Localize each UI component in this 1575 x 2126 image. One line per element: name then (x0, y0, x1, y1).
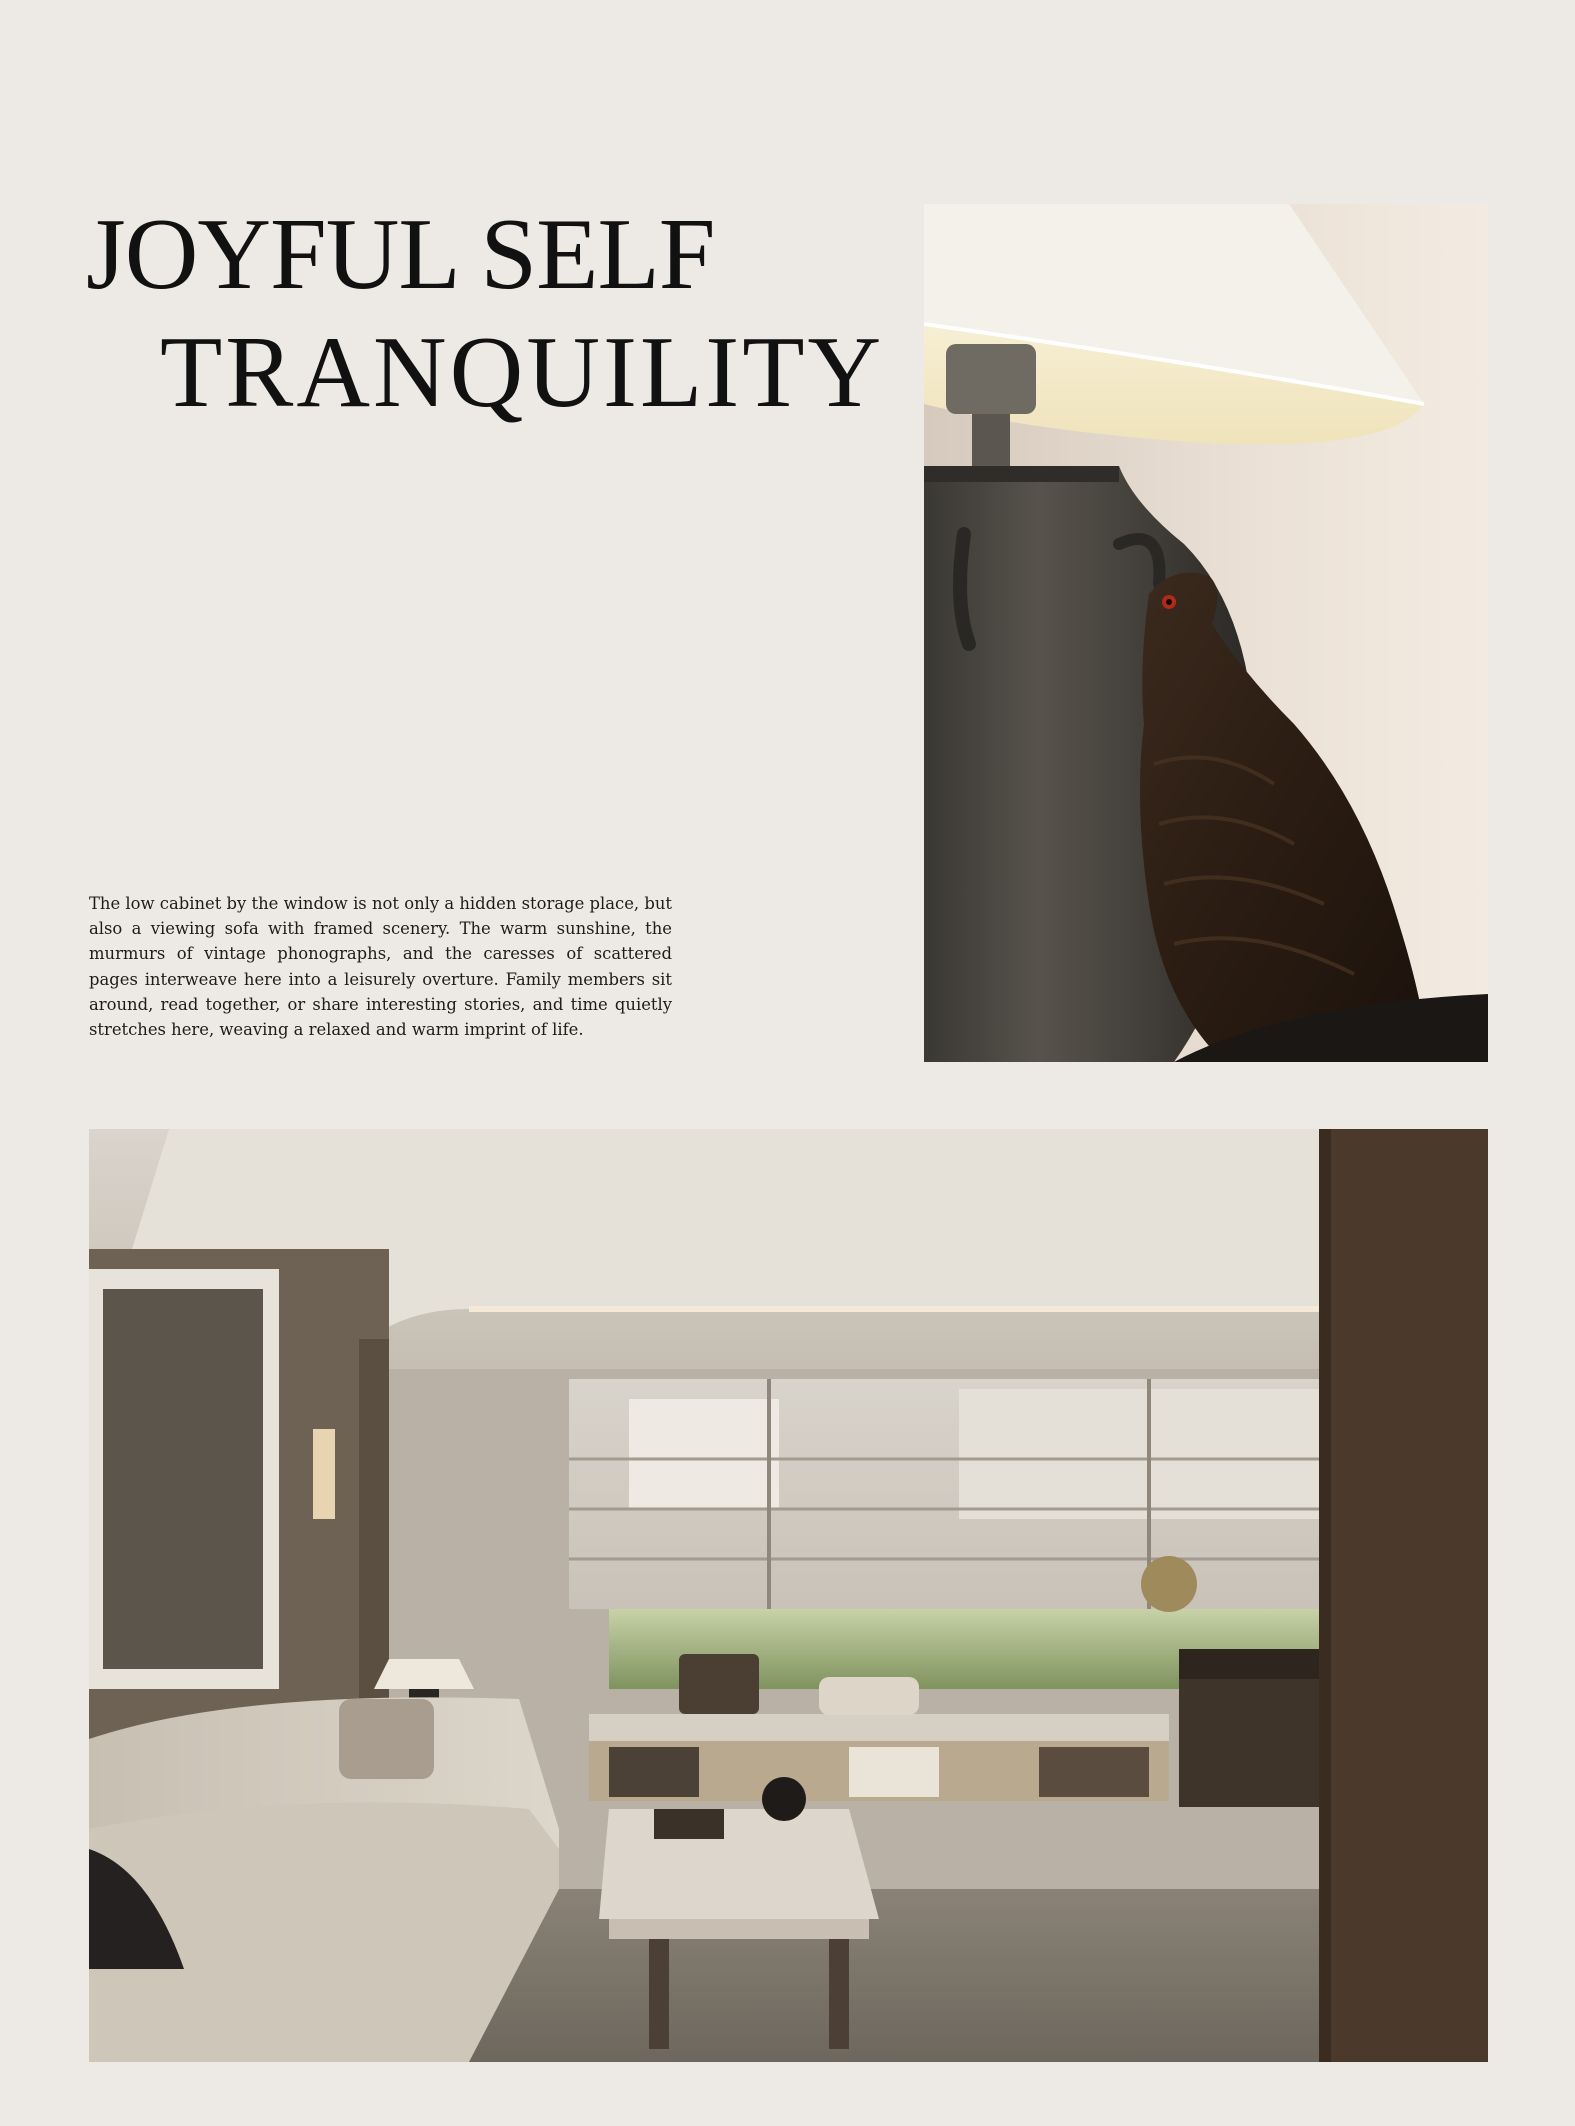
body-paragraph: The low cabinet by the window is not only a hidden storage place, but also a viewing sofa with framed scenery. The warm sunshine, the murmurs of vintage phonographs, and the caresses of scattered pages interweave here into a leisurely overture. Family members sit around, read together, or share interesting stories, and time quietly stretches here, weaving a relaxed and warm imprint of life. (89, 894, 672, 1040)
title-line-2: TRANQUILITY (160, 316, 885, 429)
lamp-bird-photo (924, 204, 1488, 1062)
title-line-1: JOYFUL SELF (86, 198, 715, 311)
living-room-photo (89, 1129, 1488, 2062)
